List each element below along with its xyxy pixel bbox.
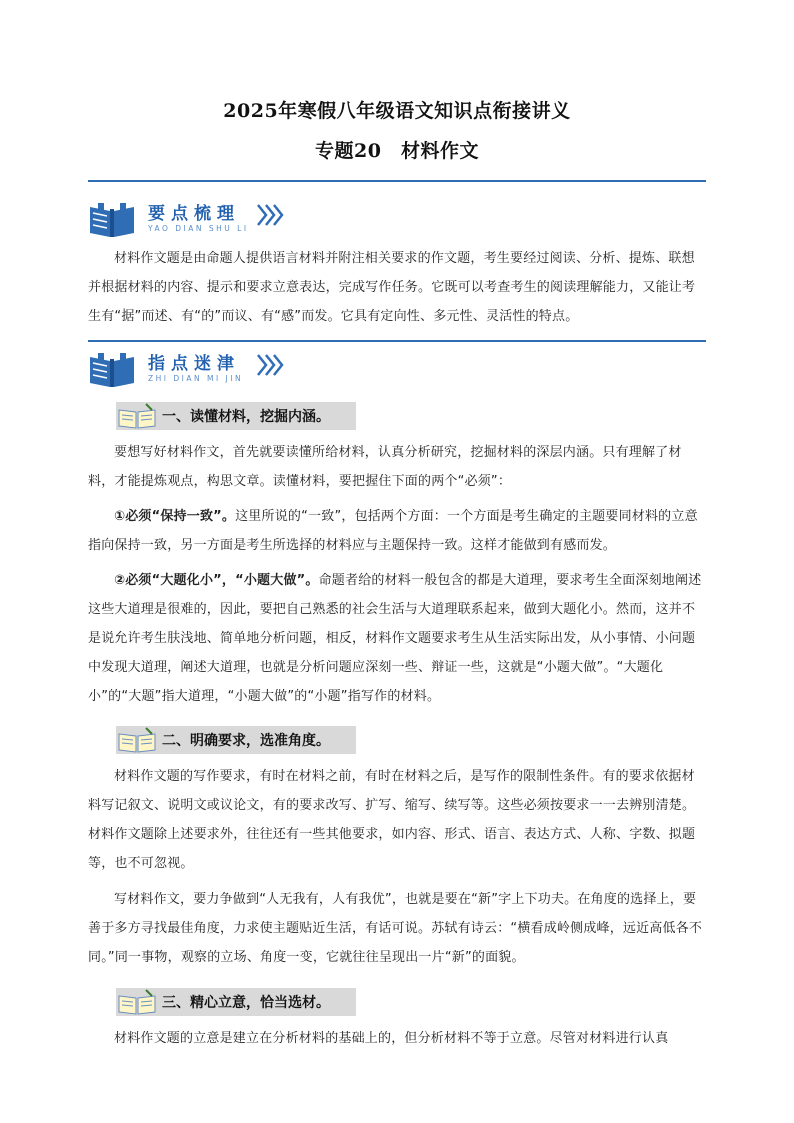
bold-lead: ②必须“大题化小”，“小题大做”。 [114, 573, 319, 588]
paragraph: 材料作文题的立意是建立在分析材料的基础上的，但分析材料不等于立意。尽管对材料进行认真 [114, 1031, 669, 1046]
open-book-icon [116, 402, 158, 430]
section-header-key-points [88, 197, 348, 247]
section-pinyin: YAO DIAN SHU LI [148, 224, 249, 233]
section-header-guidance [88, 347, 348, 397]
paragraph: 材料作文题的写作要求，有时在材料之前，有时在材料之后，是写作的限制性条件。有的要求依据材料写记叙文、说明文或议论文，有的要求改写、扩写、缩写、续写等。这些必须按要求一一去辨别清楚。材料作文题除上述要求外，往往还有一些其他要求，如内容、形式、语言、表达方式、人称、字数、拟题等，也不可忽视。 [88, 769, 696, 871]
open-book-icon [116, 726, 158, 754]
paragraph: 要想写好材料作文，首先就要读懂所给材料，认真分析研究，挖掘材料的深层内涵。只有理解了材料，才能提炼观点，构思文章。读懂材料，要把握住下面的两个“必须”： [88, 445, 682, 489]
section-title: 要点梳理 [148, 204, 240, 224]
open-book-icon [88, 353, 136, 389]
subsection-title: 三、精心立意，恰当选材。 [162, 995, 330, 1011]
subsection-heading-1 [116, 402, 356, 430]
section-pinyin: ZHI DIAN MI JIN [148, 374, 244, 383]
open-book-icon [88, 203, 136, 239]
open-book-icon [116, 988, 158, 1016]
paragraph-text: 这里所说的“一致”，包括两个方面：一个方面是考生确定的主题要同材料的立意指向保持一致，另一方面是考生所选择的材料应与主题保持一致。这样才能做到有感而发。 [88, 509, 698, 553]
subsection-title: 一、读懂材料，挖掘内涵。 [162, 409, 330, 425]
subsection-title: 二、明确要求，选准角度。 [162, 733, 330, 749]
intro-paragraph: 材料作文题是由命题人提供语言材料并附注相关要求的作文题，考生要经过阅读、分析、提炼、联想并根据材料的内容、提示和要求立意表达，完成写作任务。它既可以考查考生的阅读理解能力，又能让考生有“据”而述、有“的”而议、有“感”而发。它具有定向性、多元性、灵活性的特点。 [88, 251, 696, 324]
divider-line [88, 180, 706, 182]
section-title: 指点迷津 [148, 354, 240, 374]
chevron-right-icon [256, 353, 286, 377]
divider-line [88, 340, 706, 342]
document-title: 2025年寒假八年级语文知识点衔接讲义 [223, 100, 571, 122]
document-subtitle: 专题20 材料作文 [315, 140, 479, 162]
chevron-right-icon [256, 203, 286, 227]
bold-lead: ①必须“保持一致”。 [114, 509, 236, 524]
subsection-heading-3 [116, 988, 356, 1016]
paragraph [88, 566, 706, 711]
paragraph [88, 502, 706, 560]
subsection-heading-2 [116, 726, 356, 754]
paragraph-text: 命题者给的材料一般包含的都是大道理，要求考生全面深刻地阐述这些大道理是很难的，因此，要把自己熟悉的社会生活与大道理联系起来，做到大题化小。然而，这并不是说允许考生肤浅地、简单地分析问题，相反，材料作文题要求考生从生活实际出发，从小事情、小问题中发现大道理，阐述大道理，也就是分析问题应深刻一些、辩证一些，这就是“小题大做”。“大题化小”的“大题”指大道理，“小题大做”的“小题”指写作的材料。 [88, 573, 702, 704]
paragraph: 写材料作文，要力争做到“人无我有，人有我优”，也就是要在“新”字上下功夫。在角度的选择上，要善于多方寻找最佳角度，力求使主题贴近生活，有话可说。苏轼有诗云：“横看成岭侧成峰，远近高低各不同。”同一事物，观察的立场、角度一变，它就往往呈现出一片“新”的面貌。 [88, 892, 703, 965]
